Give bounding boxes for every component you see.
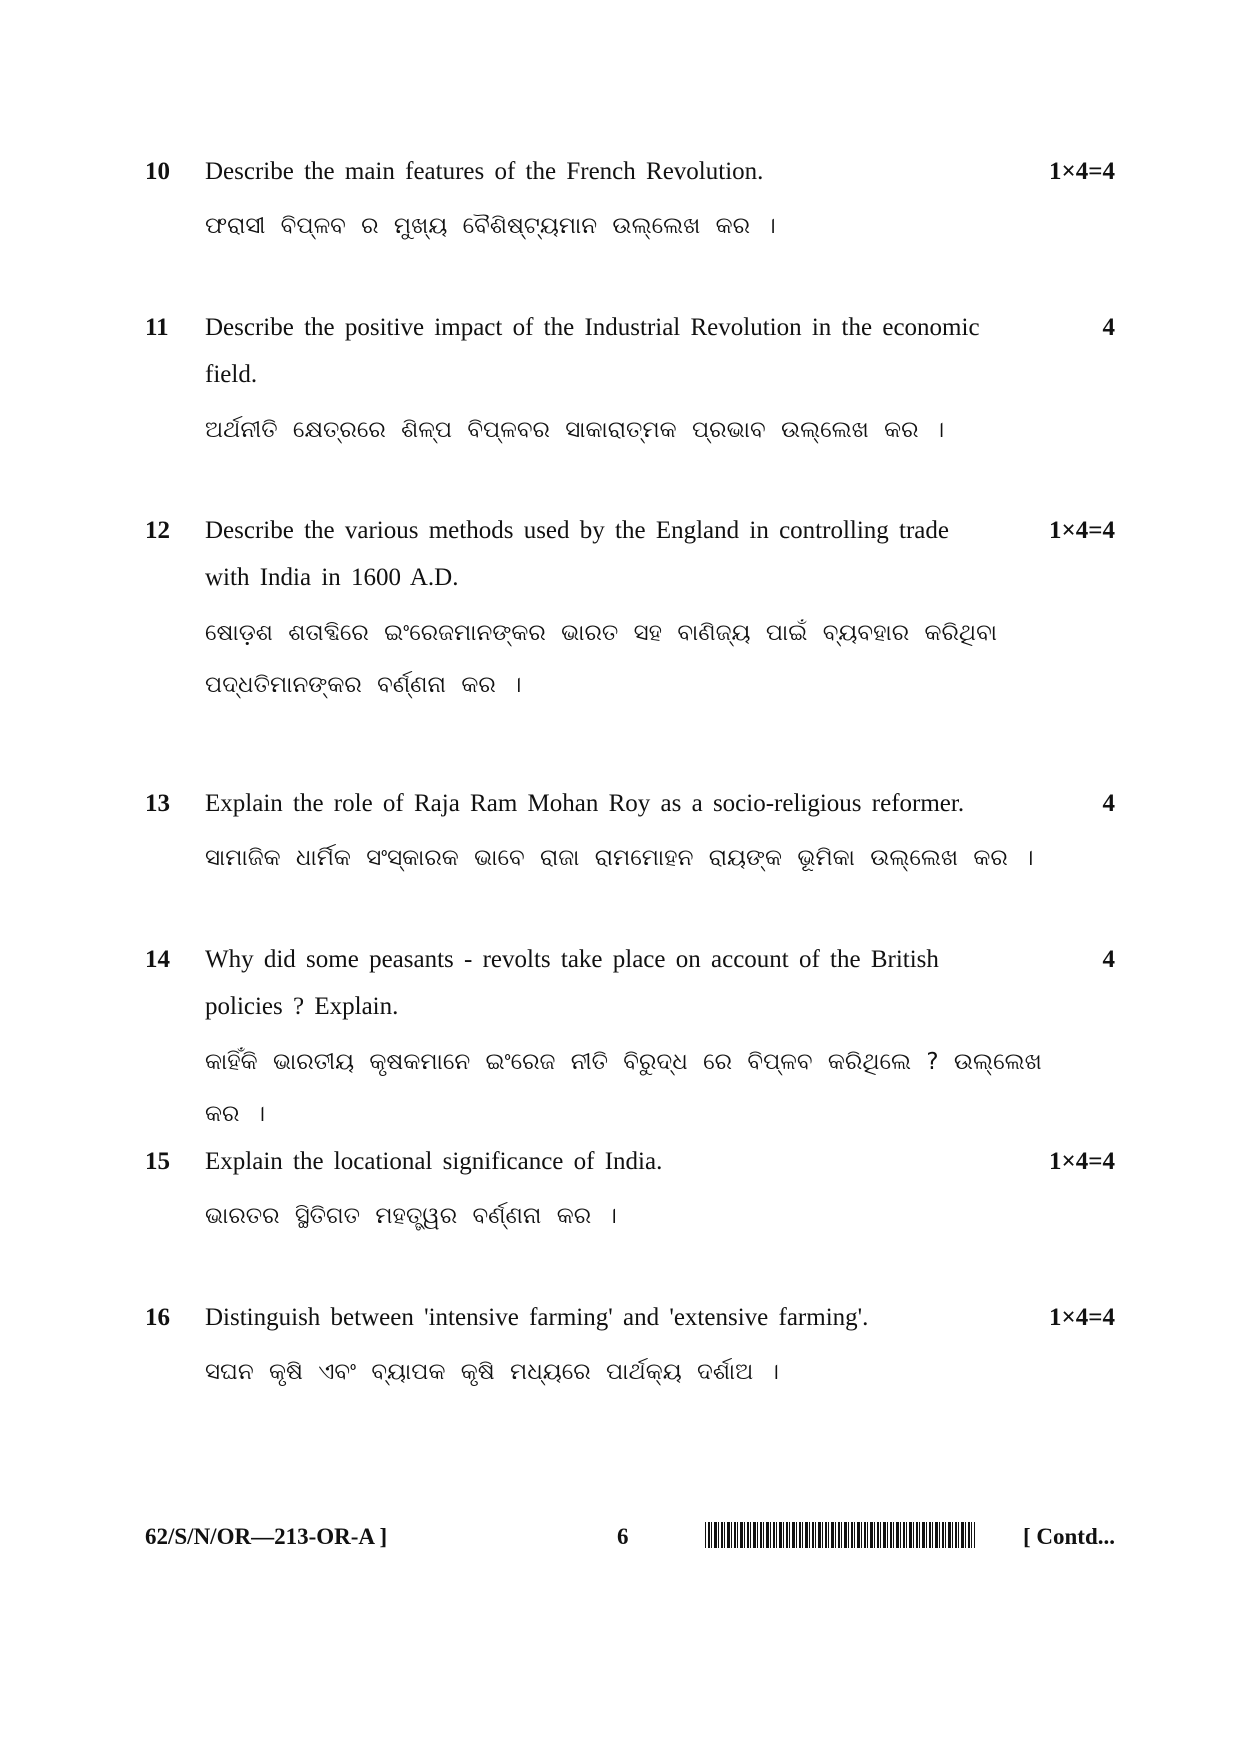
- question-number: 16: [145, 1304, 170, 1331]
- question-text-odia: ଷୋଡ଼ଶ ଶତାବ୍ଦିରେ ଇଂରେଜମାନଙ୍କର ଭାରତ ସହ ବାଣିଜ୍ୟ ପାଇଁ ବ୍ୟବହାର କରିଥିବା ପଦ୍ଧତିମାନଙ୍କର ବର୍ଣ୍ଣନା କର ।: [205, 620, 998, 698]
- question-marks: 1×4=4: [1049, 158, 1115, 185]
- question-text-english: Describe the various methods used by the England in controlling trade with India in 1600 A.D.: [205, 517, 949, 591]
- question-text-english: Describe the positive impact of the Industrial Revolution in the economic field.: [205, 314, 980, 388]
- question-text-odia: ସାମାଜିକ ଧାର୍ମିକ ସଂସ୍କାରକ ଭାବେ ରାଜା ରାମମୋହନ ରାୟଙ୍କ ଭୂମିକା ଉଲ୍ଲେଖ କର ।: [205, 845, 1034, 871]
- question-marks: 4: [1102, 790, 1115, 817]
- question-text-odia: ଫରାସୀ ବିପ୍ଳବ ର ମୁଖ୍ୟ ବୈଶିଷ୍ଟ୍ୟମାନ ଉଲ୍ଲେଖ କର ।: [205, 213, 776, 239]
- question-marks: 1×4=4: [1049, 517, 1115, 544]
- question-number: 12: [145, 517, 170, 544]
- question-marks: 4: [1102, 314, 1115, 341]
- page-number: 6: [617, 1524, 629, 1549]
- question-marks: 1×4=4: [1049, 1148, 1115, 1175]
- continued-label: [ Contd...: [1022, 1524, 1115, 1549]
- question-number: 15: [145, 1148, 170, 1175]
- question-text-english: Why did some peasants - revolts take place on account of the British policies ? Explain.: [205, 946, 939, 1020]
- question-text-english: Explain the locational significance of India.: [205, 1148, 663, 1175]
- paper-code: 62/S/N/OR—213-OR-A ]: [145, 1524, 388, 1549]
- question-text-english: Describe the main features of the French Revolution.: [205, 158, 764, 185]
- page-footer: [145, 1518, 1115, 1558]
- barcode-icon: [705, 1522, 975, 1548]
- question-text-odia: ସଘନ କୃଷି ଏବଂ ବ୍ୟାପକ କୃଷି ମଧ୍ୟରେ ପାର୍ଥକ୍ୟ ଦର୍ଶାଅ ।: [205, 1359, 779, 1385]
- question-number: 10: [145, 158, 170, 185]
- question-number: 13: [145, 790, 170, 817]
- question-text-english: Explain the role of Raja Ram Mohan Roy as a socio-religious reformer.: [205, 790, 965, 817]
- question-text-odia: ଅର୍ଥନୀତି କ୍ଷେତ୍ରରେ ଶିଳ୍ପ ବିପ୍ଳବର ସାକାରାତ୍ମକ ପ୍ରଭାବ ଉଲ୍ଲେଖ କର ।: [205, 417, 945, 443]
- question-marks: 1×4=4: [1049, 1304, 1115, 1331]
- question-number: 14: [145, 946, 170, 973]
- question-marks: 4: [1102, 946, 1115, 973]
- question-text-odia: କାହିଁକି ଭାରତୀୟ କୃଷକମାନେ ଇଂରେଜ ନୀତି ବିରୁଦ୍ଧ ରେ ବିପ୍ଳବ କରିଥିଲେ ? ଉଲ୍ଲେଖ କର ।: [205, 1049, 1042, 1127]
- question-text-english: Distinguish between 'intensive farming' and 'extensive farming'.: [205, 1304, 869, 1331]
- question-text-odia: ଭାରତର ସ୍ଥିତିଗତ ମହତ୍ତ୍ୱର ବର୍ଣ୍ଣନା କର ।: [205, 1203, 617, 1229]
- question-number: 11: [145, 314, 169, 341]
